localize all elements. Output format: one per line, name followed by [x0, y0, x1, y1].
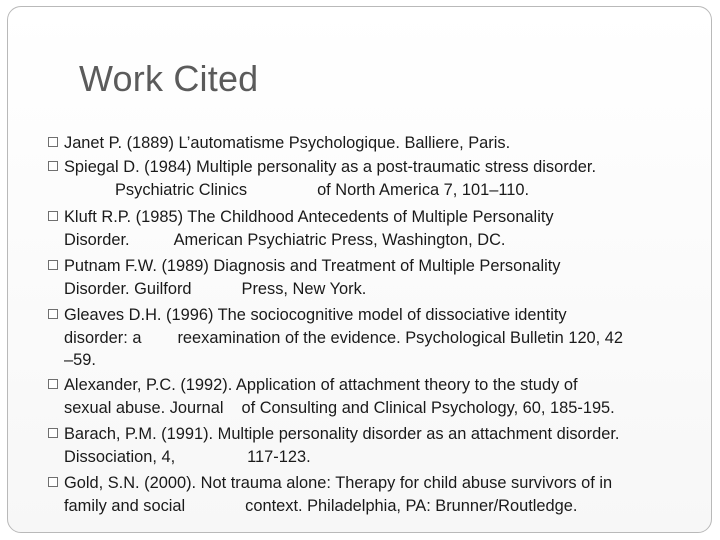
reference-line: Kluft R.P. (1985) The Childhood Antecedents of Multiple Personality: [64, 208, 554, 226]
reference-line: Disorder. Guilford Press, New York.: [64, 279, 367, 298]
reference-item: [64, 206, 554, 251]
reference-item: [64, 374, 615, 419]
square-bullet-icon: [48, 260, 58, 270]
square-bullet-icon: [48, 309, 58, 319]
square-bullet-icon: [48, 137, 58, 147]
reference-item: [64, 255, 561, 300]
reference-line: Janet P. (1889) L’automatisme Psychologique. Balliere, Paris.: [64, 134, 511, 152]
reference-line: –59.: [64, 351, 96, 369]
square-bullet-icon: [48, 477, 58, 487]
page-title: Work Cited: [79, 58, 259, 99]
reference-line: Putnam F.W. (1989) Diagnosis and Treatment of Multiple Personality: [64, 257, 561, 275]
reference-line: disorder: a reexamination of the evidence. Psychological Bulletin 120, 42: [64, 328, 624, 347]
square-bullet-icon: [48, 428, 58, 438]
reference-line: Disorder. American Psychiatric Press, Washington, DC.: [64, 230, 506, 249]
reference-line: Alexander, P.C. (1992). Application of attachment theory to the study of: [64, 376, 578, 394]
reference-line: Spiegal D. (1984) Multiple personality as a post-traumatic stress disorder.: [64, 158, 597, 176]
reference-line: Gleaves D.H. (1996) The sociocognitive model of dissociative identity: [64, 306, 567, 324]
reference-line: sexual abuse. Journal of Consulting and Clinical Psychology, 60, 185-195.: [64, 398, 615, 417]
square-bullet-icon: [48, 161, 58, 171]
reference-item: [64, 132, 510, 155]
reference-line: Gold, S.N. (2000). Not trauma alone: Therapy for child abuse survivors of in: [64, 474, 613, 492]
reference-line: family and social context. Philadelphia, PA: Brunner/Routledge.: [64, 496, 578, 515]
reference-item: [64, 156, 596, 201]
square-bullet-icon: [48, 379, 58, 389]
reference-line: Dissociation, 4, 117-123.: [64, 447, 311, 466]
reference-line: Barach, P.M. (1991). Multiple personality disorder as an attachment disorder.: [64, 425, 620, 443]
reference-item: [64, 304, 623, 372]
reference-line: Psychiatric Clinics of North America 7, 101–110.: [115, 180, 530, 199]
reference-item: [64, 472, 612, 517]
square-bullet-icon: [48, 211, 58, 221]
reference-item: [64, 423, 619, 468]
